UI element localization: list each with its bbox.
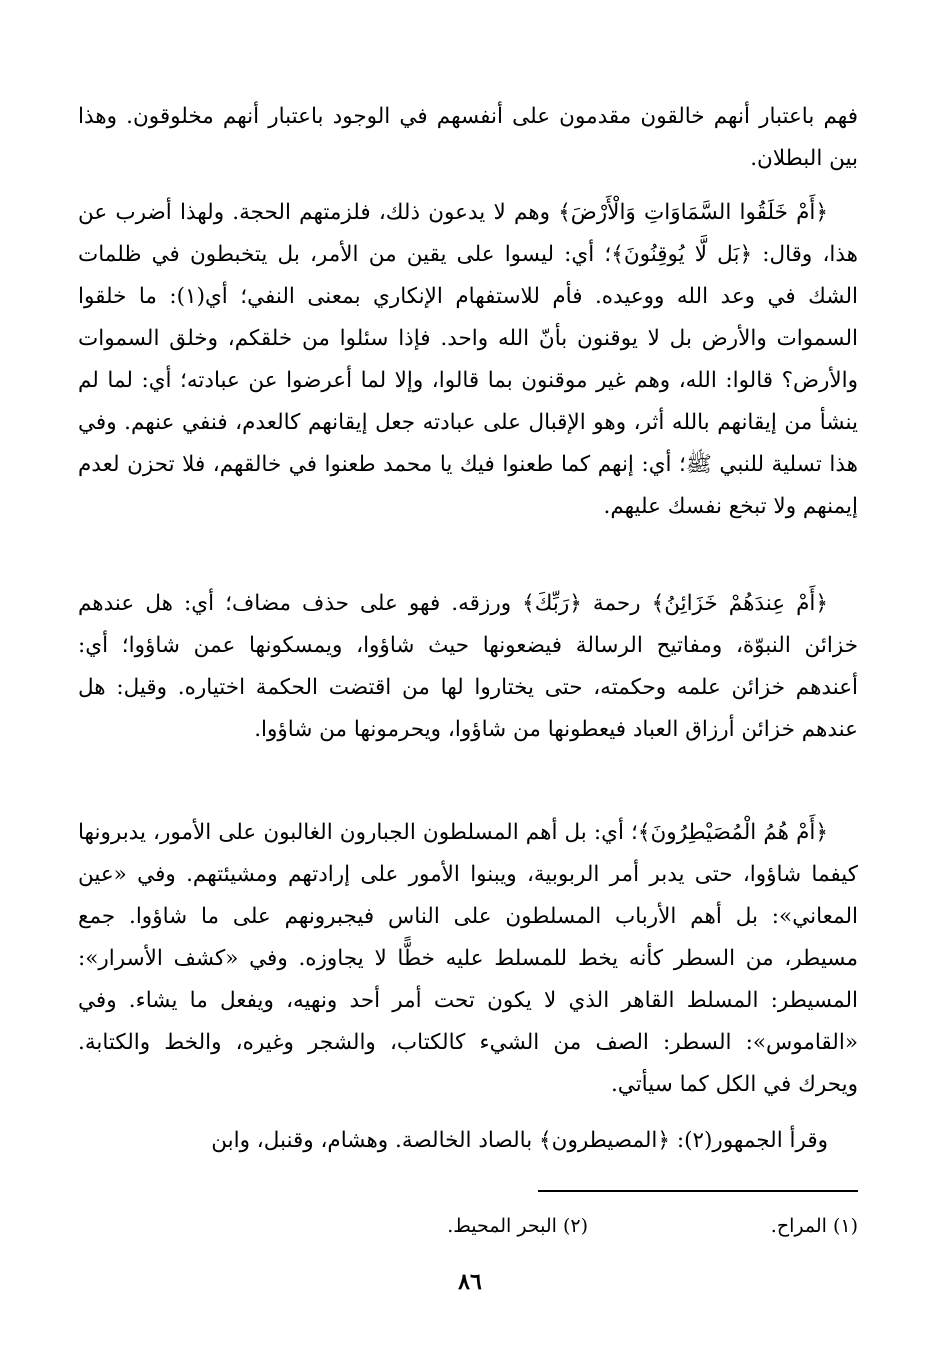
- paragraph-text: ﴿أَمْ خَلَقُوا السَّمَاوَاتِ وَالْأَرْضَ﴾ وهم لا يدعون ذلك، فلزمتهم الحجة. ولهذا أضرب عن هذا، وقال: ﴿بَل لَّا يُوقِنُونَ﴾؛ أي: ليسوا على يقين من الأمر، بل يتخبطون في ظلمات الشك في وعد الله ووعيده. فأم للاستفهام الإنكاري بمعنى النفي؛ أي(١): ما خلقوا السموات والأرض بل لا يوقنون بأنّ الله واحد. فإذا سئلوا من خلقكم، وخلق السموات والأرض؟ قالوا: الله، وهم غير موقنون بما قالوا، وإلا لما أعرضوا عن عبادته؛ أي: لما لم ينشأ من إيقانهم بالله أثر، وهو الإقبال على عبادته جعل إيقانهم كالعدم، فنفي عنهم. وفي هذا تسلية للنبي ﷺ؛ أي: إنهم كما طعنوا فيك يا محمد طعنوا في خالقهم، فلا تحزن لعدم إيمنهم ولا تبخع نفسك عليهم.: [78, 200, 859, 519]
- paragraph-creation-verse: [78, 192, 858, 528]
- paragraph-text: فهم باعتبار أنهم خالقون مقدمون على أنفسهم في الوجود باعتبار أنهم مخلوقون. وهذا بين البطلان.: [78, 104, 858, 171]
- paragraph-qiraat: [78, 1120, 858, 1162]
- paragraph-text: ﴿أَمْ هُمُ الْمُصَيْطِرُونَ﴾؛ أي: بل أهم المسلطون الجبارون الغالبون على الأمور، يدبرونها كيفما شاؤوا، حتى يدبر أمر الربوبية، ويبنوا الأمور على إرادتهم ومشيئتهم. وفي «عين المعاني»: بل أهم الأرباب المسلطون على الناس فيجبرونهم على ما شاؤوا. جمع مسيطر، من السطر كأنه يخط للمسلط عليه خطًّا لا يجاوزه. وفي «كشف الأسرار»: المسيطر: المسلط القاهر الذي لا يكون تحت أمر أحد ونهيه، ويفعل ما يشاء. وفي «القاموس»: السطر: الصف من الشيء كالكتاب، والشجر وغيره، والخط والكتابة. ويحرك في الكل كما سيأتي.: [78, 820, 858, 1097]
- paragraph-musaytirun-verse: [78, 812, 858, 1106]
- paragraph-continuation: [78, 96, 858, 180]
- footnotes: [260, 1206, 858, 1246]
- paragraph-treasures-verse: [78, 583, 858, 751]
- footnote-divider: [538, 1190, 858, 1192]
- footnote-2: (٢) البحر المحيط.: [447, 1215, 588, 1237]
- footnote-1: (١) المراح.: [770, 1215, 858, 1237]
- paragraph-text: وقرأ الجمهور(٢): ﴿المصيطرون﴾ بالصاد الخالصة. وهشام، وقنبل، وابن: [211, 1128, 828, 1153]
- page-number: ٨٦: [458, 1269, 482, 1295]
- paragraph-text: ﴿أَمْ عِندَهُمْ خَزَائِنُ﴾ رحمة ﴿رَبِّكَ﴾ ورزقه. فهو على حذف مضاف؛ أي: هل عندهم خزائن النبوّة، ومفاتيح الرسالة فيضعونها حيث شاؤوا، ويمسكونها عمن شاؤوا؛ أي: أعندهم خزائن علمه وحكمته، حتى يختاروا لها من اقتضت الحكمة اختياره. وقيل: هل عندهم خزائن أرزاق العباد فيعطونها من شاؤوا، ويحرمونها من شاؤوا.: [78, 591, 858, 742]
